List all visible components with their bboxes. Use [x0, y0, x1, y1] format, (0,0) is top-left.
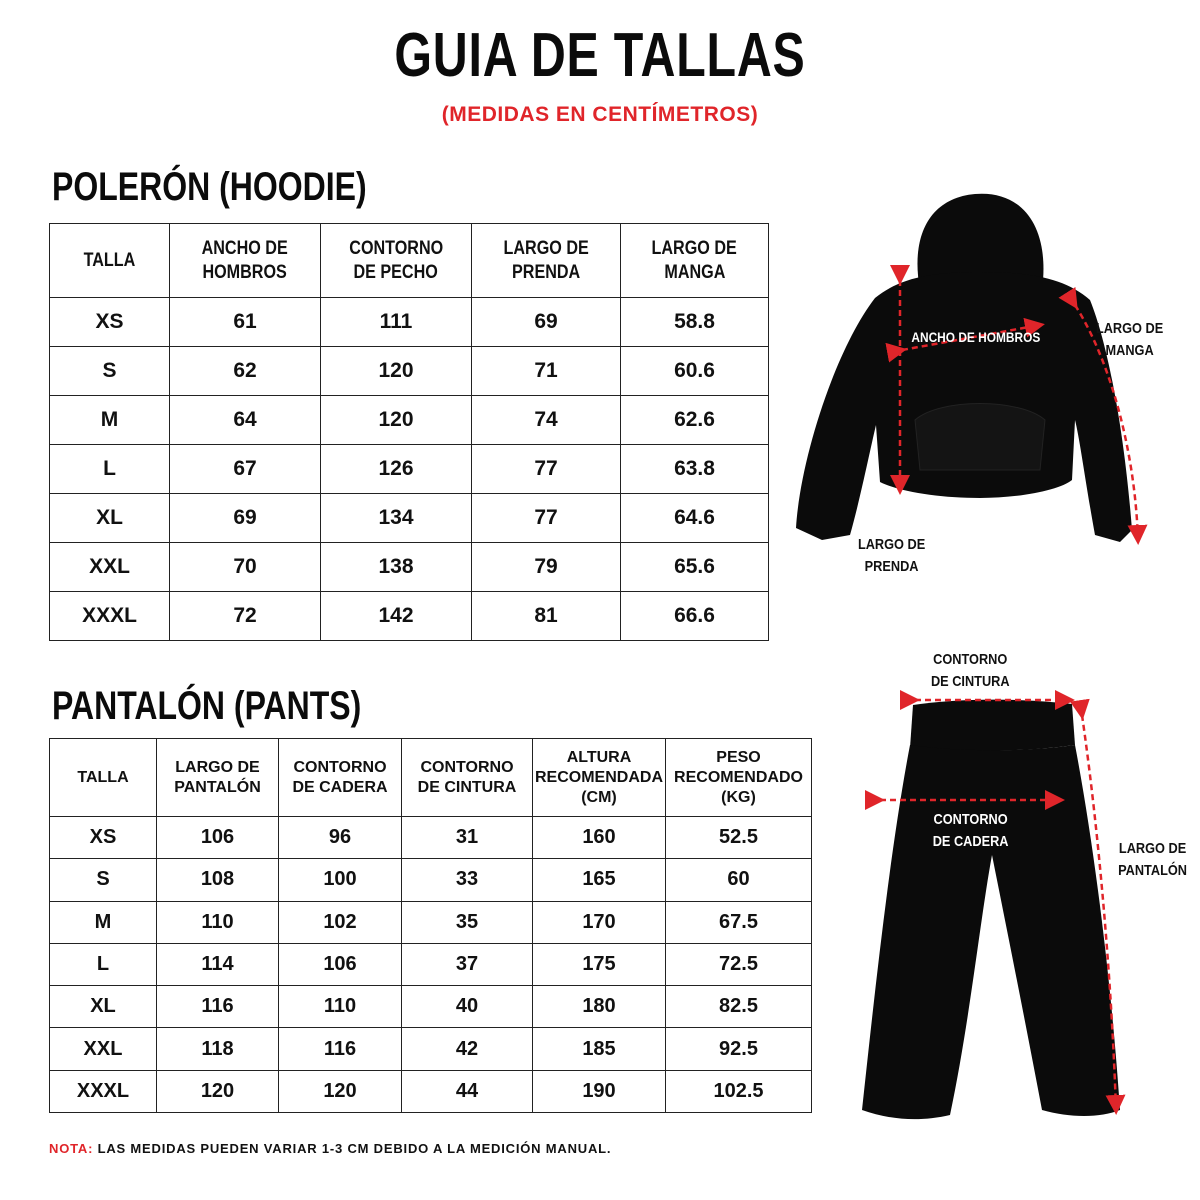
- hoodie-header-garment-length: LARGO DE PRENDA: [472, 224, 621, 298]
- page-subtitle: (MEDIDAS EN CENTÍMETROS): [441, 103, 759, 126]
- measurement-cell: 74: [472, 396, 621, 445]
- measurement-cell: 52.5: [666, 817, 812, 859]
- measurement-cell: 65.6: [621, 543, 769, 592]
- measurement-cell: 71: [472, 347, 621, 396]
- measurement-cell: 77: [472, 494, 621, 543]
- label-pants-length: LARGO DE PANTALÓN: [1118, 840, 1188, 879]
- measurement-cell: 62: [170, 347, 321, 396]
- size-cell: M: [50, 901, 157, 943]
- table-row: [50, 298, 769, 347]
- measurement-cell: 106: [157, 817, 279, 859]
- measurement-cell: 72: [170, 592, 321, 641]
- table-row: [50, 859, 812, 901]
- table-row: [50, 494, 769, 543]
- measurement-cell: 81: [472, 592, 621, 641]
- measurement-cell: 70: [170, 543, 321, 592]
- measurement-cell: 72.5: [666, 943, 812, 985]
- size-cell: XXL: [50, 543, 170, 592]
- measurement-cell: 31: [402, 817, 533, 859]
- measurement-cell: 120: [279, 1070, 402, 1112]
- hoodie-header-sleeve-length: LARGO DE MANGA: [621, 224, 769, 298]
- measurement-cell: 60.6: [621, 347, 769, 396]
- size-cell: XS: [50, 298, 170, 347]
- measurement-cell: 110: [157, 901, 279, 943]
- size-cell: XS: [50, 817, 157, 859]
- pants-size-table: [49, 738, 812, 1113]
- measurement-cell: 102: [279, 901, 402, 943]
- pants-header-hip: CONTORNO DE CADERA: [279, 739, 402, 817]
- pants-header-waist: CONTORNO DE CINTURA: [402, 739, 533, 817]
- pants-section-title: PANTALÓN (PANTS): [52, 684, 362, 728]
- measurement-cell: 33: [402, 859, 533, 901]
- hoodie-header-chest: CONTORNO DE PECHO: [321, 224, 472, 298]
- table-row: [50, 943, 812, 985]
- measurement-cell: 35: [402, 901, 533, 943]
- size-cell: L: [50, 445, 170, 494]
- measurement-cell: 160: [533, 817, 666, 859]
- pants-header-length: LARGO DE PANTALÓN: [157, 739, 279, 817]
- pants-header-size: TALLA: [50, 739, 157, 817]
- measurement-cell: 63.8: [621, 445, 769, 494]
- measurement-cell: 42: [402, 1028, 533, 1070]
- measurement-cell: 67.5: [666, 901, 812, 943]
- measurement-cell: 116: [279, 1028, 402, 1070]
- table-row: [50, 1028, 812, 1070]
- page-title: GUIA DE TALLAS: [394, 21, 806, 90]
- measurement-cell: 62.6: [621, 396, 769, 445]
- measurement-cell: 138: [321, 543, 472, 592]
- measurement-cell: 58.8: [621, 298, 769, 347]
- measurement-cell: 120: [157, 1070, 279, 1112]
- table-row: [50, 347, 769, 396]
- size-cell: S: [50, 347, 170, 396]
- measurement-cell: 134: [321, 494, 472, 543]
- measurement-cell: 106: [279, 943, 402, 985]
- measurement-cell: 44: [402, 1070, 533, 1112]
- table-row: [50, 1070, 812, 1112]
- table-row: [50, 986, 812, 1028]
- measurement-cell: 82.5: [666, 986, 812, 1028]
- measurement-cell: 185: [533, 1028, 666, 1070]
- measurement-cell: 69: [170, 494, 321, 543]
- hoodie-diagram: [780, 180, 1200, 600]
- measurement-cell: 40: [402, 986, 533, 1028]
- note-lead: NOTA:: [49, 1141, 94, 1156]
- pants-waistband-shape: [910, 700, 1075, 751]
- hoodie-section-title: POLERÓN (HOODIE): [52, 165, 367, 209]
- pants-header-row: [50, 739, 812, 817]
- measurement-cell: 114: [157, 943, 279, 985]
- measurement-cell: 66.6: [621, 592, 769, 641]
- table-row: [50, 396, 769, 445]
- measurement-cell: 116: [157, 986, 279, 1028]
- measurement-cell: 118: [157, 1028, 279, 1070]
- measurement-cell: 67: [170, 445, 321, 494]
- measurement-cell: 61: [170, 298, 321, 347]
- measurement-note: [49, 1141, 611, 1156]
- note-text: LAS MEDIDAS PUEDEN VARIAR 1-3 CM DEBIDO A LA MEDICIÓN MANUAL.: [93, 1141, 612, 1156]
- measurement-cell: 175: [533, 943, 666, 985]
- measurement-cell: 170: [533, 901, 666, 943]
- label-waist: CONTORNO DE CINTURA: [930, 651, 1010, 690]
- measurement-cell: 110: [279, 986, 402, 1028]
- hoodie-header-row: [50, 224, 769, 298]
- label-garment-length: LARGO DE PRENDA: [857, 536, 926, 575]
- measurement-cell: 69: [472, 298, 621, 347]
- measurement-cell: 37: [402, 943, 533, 985]
- measurement-cell: 92.5: [666, 1028, 812, 1070]
- size-cell: S: [50, 859, 157, 901]
- measurement-cell: 190: [533, 1070, 666, 1112]
- hoodie-header-shoulder-width: ANCHO DE HOMBROS: [170, 224, 321, 298]
- size-cell: L: [50, 943, 157, 985]
- measurement-cell: 165: [533, 859, 666, 901]
- pants-header-weight: PESO RECOMENDADO (KG): [666, 739, 812, 817]
- measurement-cell: 64: [170, 396, 321, 445]
- measurement-cell: 77: [472, 445, 621, 494]
- measurement-cell: 100: [279, 859, 402, 901]
- pants-header-height: ALTURA RECOMENDADA (CM): [533, 739, 666, 817]
- measurement-cell: 126: [321, 445, 472, 494]
- table-row: [50, 592, 769, 641]
- table-row: [50, 543, 769, 592]
- measurement-cell: 120: [321, 347, 472, 396]
- size-cell: XXL: [50, 1028, 157, 1070]
- hoodie-size-table: [49, 223, 769, 641]
- measurement-cell: 102.5: [666, 1070, 812, 1112]
- measurement-cell: 142: [321, 592, 472, 641]
- measurement-cell: 96: [279, 817, 402, 859]
- size-cell: XL: [50, 986, 157, 1028]
- size-cell: XL: [50, 494, 170, 543]
- label-sleeve-length: LARGO DE MANGA: [1095, 320, 1164, 359]
- measurement-cell: 64.6: [621, 494, 769, 543]
- measurement-cell: 120: [321, 396, 472, 445]
- measurement-cell: 79: [472, 543, 621, 592]
- size-cell: XXXL: [50, 592, 170, 641]
- measurement-cell: 180: [533, 986, 666, 1028]
- measurement-cell: 60: [666, 859, 812, 901]
- hoodie-header-size: TALLA: [50, 224, 170, 298]
- table-row: [50, 817, 812, 859]
- measurement-cell: 111: [321, 298, 472, 347]
- label-hip: CONTORNO DE CADERA: [932, 811, 1009, 850]
- table-row: [50, 901, 812, 943]
- size-cell: M: [50, 396, 170, 445]
- measurement-cell: 108: [157, 859, 279, 901]
- table-row: [50, 445, 769, 494]
- pants-diagram: [820, 690, 1200, 1130]
- label-shoulder-width: ANCHO DE HOMBROS: [911, 329, 1041, 345]
- size-cell: XXXL: [50, 1070, 157, 1112]
